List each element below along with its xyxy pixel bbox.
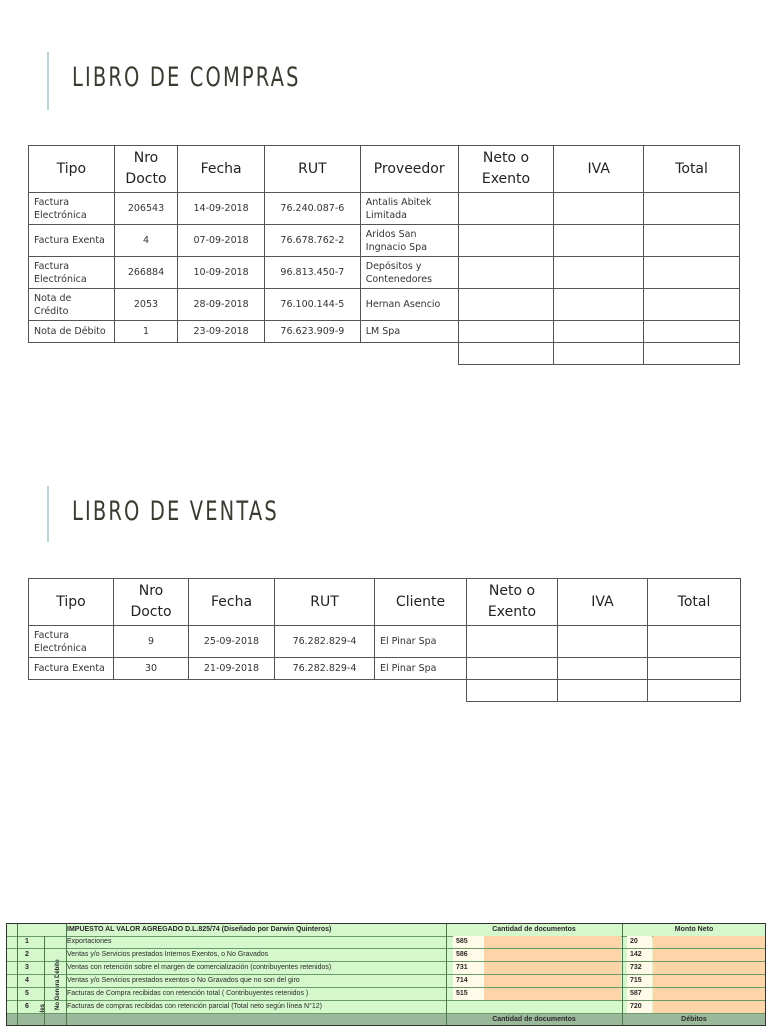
sheet-row-desc: Ventas y/o Servicios prestados Internos Exentos, o No Gravados <box>67 951 269 958</box>
totals-row <box>29 680 741 702</box>
cell-tipo: Factura Electrónica <box>29 193 115 225</box>
sheet-row <box>7 936 765 949</box>
cell-nro: 206543 <box>114 193 178 225</box>
sheet-row-desc: Ventas con retención sobre el margen de comercialización (contribuyentes retenidos) <box>67 964 332 971</box>
cell-iva <box>558 658 648 680</box>
col-header-proveedor: Proveedor <box>360 146 458 193</box>
cell-total <box>644 321 740 343</box>
cell-proveedor: Depósitos y Contenedores <box>360 257 458 289</box>
sheet-code-qty: 714 <box>453 975 484 987</box>
cell-neto <box>467 626 558 658</box>
cell-nro: 4 <box>114 225 178 257</box>
sheet-input-monto[interactable] <box>653 962 765 974</box>
col-header-iva: IVA <box>558 579 648 626</box>
cell-proveedor: Antalis Abitek Limitada <box>360 193 458 225</box>
col-header-rut: RUT <box>264 146 360 193</box>
totals-row <box>29 343 740 365</box>
cell-total <box>648 626 741 658</box>
cell-proveedor: Hernan Asencio <box>360 289 458 321</box>
cell-tipo: Nota de Débito <box>29 321 115 343</box>
sheet-footer-qty: Cantidad de documentos <box>492 1016 576 1023</box>
cell-neto <box>458 257 554 289</box>
total-iva-cell <box>554 343 644 365</box>
sheet-code-monto: 732 <box>627 962 652 974</box>
sheet-input-qty[interactable] <box>484 975 621 987</box>
cell-tipo: Factura Electrónica <box>29 257 115 289</box>
sheet-row-desc: Facturas de compras recibidas con retención parcial (Total neto según línea N°12) <box>67 1003 322 1010</box>
sheet-input-monto[interactable] <box>653 936 765 948</box>
cell-fecha: 07-09-2018 <box>178 225 265 257</box>
sheet-code-monto: 715 <box>627 975 652 987</box>
sheet-code-monto: 142 <box>627 949 652 961</box>
total-neto-cell <box>467 680 558 702</box>
sheet-input-monto[interactable] <box>653 949 765 961</box>
cell-nro: 266884 <box>114 257 178 289</box>
cell-total <box>644 257 740 289</box>
sheet-input-qty[interactable] <box>484 962 621 974</box>
col-header-rut: RUT <box>275 579 375 626</box>
cell-fecha: 10-09-2018 <box>178 257 265 289</box>
cell-total <box>644 289 740 321</box>
table-row <box>29 289 740 321</box>
sheet-input-monto[interactable] <box>653 988 765 1000</box>
sheet-title: IMPUESTO AL VALOR AGREGADO D.L.825/74 (Diseñado por Darwin Quinteros) <box>67 926 332 933</box>
cell-tipo: Factura Exenta <box>29 225 115 257</box>
col-header-fecha: Fecha <box>178 146 265 193</box>
totals-spacer <box>29 343 459 365</box>
cell-rut: 96.813.450-7 <box>264 257 360 289</box>
sheet-footer-debitos: Débitos <box>681 1016 707 1023</box>
cell-neto <box>458 321 554 343</box>
cell-proveedor: Aridos San Ingnacio Spa <box>360 225 458 257</box>
cell-rut: 76.282.829-4 <box>275 658 375 680</box>
total-neto-cell <box>458 343 554 365</box>
sheet-code-monto: 587 <box>627 988 652 1000</box>
sheet-grid-line <box>446 924 447 1025</box>
sheet-input-qty[interactable] <box>484 949 621 961</box>
ventas-title: LIBRO DE VENTAS <box>72 496 279 527</box>
cell-cliente: El Pinar Spa <box>375 626 467 658</box>
col-header-nro-docto: Nro Docto <box>114 146 178 193</box>
sheet-row <box>7 949 765 962</box>
sheet-grid-line <box>44 936 45 1025</box>
side-label-text: No Genera Débito <box>55 959 61 1010</box>
sheet-code-monto: 20 <box>627 936 652 948</box>
sheet-row-number: 2 <box>25 951 29 958</box>
compras-table <box>28 145 740 365</box>
cell-iva <box>554 225 644 257</box>
sheet-input-qty[interactable] <box>484 988 621 1000</box>
cell-iva <box>554 321 644 343</box>
table-row <box>29 321 740 343</box>
cell-neto <box>458 225 554 257</box>
ventas-header-row <box>29 579 741 626</box>
table-row <box>29 193 740 225</box>
sheet-footer-row <box>7 1014 765 1026</box>
cell-nro: 30 <box>114 658 189 680</box>
sheet-row-desc: Facturas de Compra recibidas con retención total ( Contribuyentes retenidos ) <box>67 990 309 997</box>
table-row <box>29 658 741 680</box>
sheet-row-number: 4 <box>25 977 29 984</box>
sheet-row-desc: Ventas y/o Servicios prestados exentos o No Gravados que no son del giro <box>67 977 300 984</box>
cell-rut: 76.678.762-2 <box>264 225 360 257</box>
cell-fecha: 21-09-2018 <box>189 658 275 680</box>
cell-rut: 76.282.829-4 <box>275 626 375 658</box>
sheet-row-number: 5 <box>25 990 29 997</box>
sheet-grid-line <box>17 924 18 1025</box>
cell-iva <box>554 257 644 289</box>
cell-tipo: Factura Exenta <box>29 658 114 680</box>
cell-total <box>648 658 741 680</box>
col-header-neto: Neto o Exento <box>458 146 554 193</box>
total-total-cell <box>648 680 741 702</box>
sheet-row <box>7 975 765 988</box>
cell-rut: 76.240.087-6 <box>264 193 360 225</box>
table-row <box>29 257 740 289</box>
sheet-row-desc: Exportaciones <box>67 938 112 945</box>
cell-iva <box>554 193 644 225</box>
cell-nro: 2053 <box>114 289 178 321</box>
sheet-grid-line <box>66 924 67 1025</box>
cell-rut: 76.100.144-5 <box>264 289 360 321</box>
sheet-row-number: 6 <box>25 1003 29 1010</box>
sheet-input-qty[interactable] <box>484 936 621 948</box>
sheet-input-monto[interactable] <box>653 975 765 987</box>
cell-tipo: Nota de Crédito <box>29 289 115 321</box>
cell-nro: 1 <box>114 321 178 343</box>
cell-neto <box>458 289 554 321</box>
cell-fecha: 25-09-2018 <box>189 626 275 658</box>
cell-neto <box>458 193 554 225</box>
sheet-code-monto: 720 <box>627 1001 652 1013</box>
cell-total <box>644 193 740 225</box>
col-header-total: Total <box>644 146 740 193</box>
cell-tipo: Factura Electrónica <box>29 626 114 658</box>
cell-iva <box>558 626 648 658</box>
cell-neto <box>467 658 558 680</box>
col-header-fecha: Fecha <box>189 579 275 626</box>
sheet-row <box>7 962 765 975</box>
cell-total <box>644 225 740 257</box>
sheet-code-qty: 731 <box>453 962 484 974</box>
compras-title: LIBRO DE COMPRAS <box>72 62 301 93</box>
total-total-cell <box>644 343 740 365</box>
sheet-header-monto: Monto Neto <box>674 926 714 933</box>
cell-fecha: 14-09-2018 <box>178 193 265 225</box>
sheet-input-monto[interactable] <box>653 1001 765 1013</box>
sheet-code-qty: 515 <box>453 988 484 1000</box>
col-header-tipo: Tipo <box>29 579 114 626</box>
sheet-code-qty: 586 <box>453 949 484 961</box>
compras-header-row <box>29 146 740 193</box>
col-header-tipo: Tipo <box>29 146 115 193</box>
sheet-row-number: 3 <box>25 964 29 971</box>
sheet-row-number: 1 <box>25 938 29 945</box>
cell-fecha: 28-09-2018 <box>178 289 265 321</box>
col-header-nro-docto: Nro Docto <box>114 579 189 626</box>
col-header-cliente: Cliente <box>375 579 467 626</box>
cell-proveedor: LM Spa <box>360 321 458 343</box>
iva-spreadsheet <box>6 923 766 1026</box>
sheet-row <box>7 988 765 1001</box>
sheet-row <box>7 1001 765 1014</box>
col-header-total: Total <box>648 579 741 626</box>
total-iva-cell <box>558 680 648 702</box>
cell-nro: 9 <box>114 626 189 658</box>
sheet-header-qty: Cantidad de documentos <box>492 926 576 933</box>
totals-spacer <box>29 680 467 702</box>
table-row <box>29 626 741 658</box>
ventas-table <box>28 578 741 702</box>
sheet-grid-line <box>622 924 623 1025</box>
sheet-code-qty: 585 <box>453 936 484 948</box>
title-accent-bar <box>47 52 49 110</box>
col-header-iva: IVA <box>554 146 644 193</box>
cell-iva <box>554 289 644 321</box>
table-row <box>29 225 740 257</box>
cell-fecha: 23-09-2018 <box>178 321 265 343</box>
col-header-neto: Neto o Exento <box>467 579 558 626</box>
title-accent-bar <box>47 486 49 542</box>
cell-rut: 76.623.909-9 <box>264 321 360 343</box>
cell-cliente: El Pinar Spa <box>375 658 467 680</box>
